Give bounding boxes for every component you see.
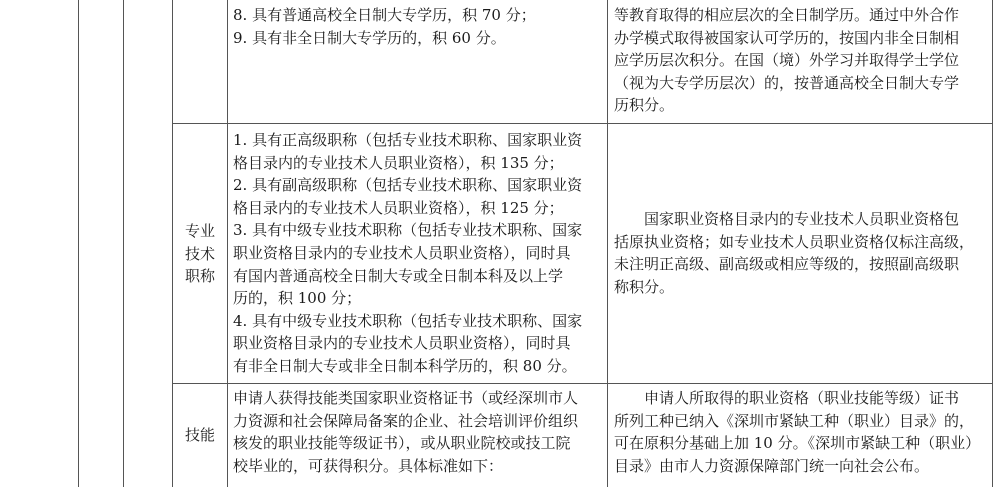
criteria-line: 职业资格目录内的专业技术人员职业资格），同时具 <box>233 243 571 262</box>
category-line: 专业 <box>184 222 215 240</box>
criteria-line: 职业资格目录内的专业技术人员职业资格），同时具 <box>233 334 571 353</box>
criteria-line: 核发的职业技能等级证书），或从职业院校或技工院 <box>233 434 571 453</box>
table-border-left <box>78 0 79 487</box>
notes-line: 可在原积分基础上加 10 分。《深圳市紧缺工种（职业） <box>614 434 981 453</box>
category-line: 职称 <box>184 267 215 286</box>
category-cell <box>173 424 227 447</box>
criteria-line: 8. 具有普通高校全日制大专学历，积 70 分； <box>233 6 536 24</box>
category-cell <box>173 220 227 288</box>
criteria-line: 9. 具有非全日制大专学历的，积 60 分。 <box>233 28 506 47</box>
notes-line: 历积分。 <box>614 96 675 115</box>
column-divider <box>123 0 124 487</box>
notes-line: 未注明正高级、副高级或相应等级的，按照副高级职 <box>614 255 960 274</box>
criteria-line: 格目录内的专业技术人员职业资格），积 135 分； <box>233 153 564 172</box>
category-line: 技能 <box>184 426 215 444</box>
criteria-cell <box>233 387 605 477</box>
notes-line: （视为大专学历层次）的，按普通高校全日制大专学 <box>614 73 960 92</box>
criteria-line: 有国内普通高校全日制大专或全日制本科及以上学 <box>233 266 564 285</box>
row-divider <box>172 383 993 384</box>
criteria-line: 申请人获得技能类国家职业资格证书（或经深圳市人 <box>233 389 579 407</box>
criteria-line: 历的，积 100 分； <box>233 289 362 308</box>
notes-line: 括原执业资格；如专业技术人员职业资格仅标注高级， <box>614 232 975 251</box>
criteria-cell <box>233 4 605 49</box>
notes-cell <box>614 387 990 477</box>
criteria-line: 2. 具有副高级职称（包括专业技术职称、国家职业资 <box>233 176 583 195</box>
notes-line: 申请人所取得的职业资格（职业技能等级）证书 <box>614 389 960 407</box>
notes-line: 所列工种已纳入《深圳市紧缺工种（职业）目录》的， <box>614 411 975 430</box>
notes-cell <box>614 208 990 298</box>
category-line: 技术 <box>184 244 215 263</box>
criteria-line: 力资源和社会保障局备案的企业、社会培训评价组织 <box>233 411 579 430</box>
criteria-cell <box>233 129 605 378</box>
column-divider <box>607 0 608 487</box>
notes-line: 等教育取得的相应层次的全日制学历。通过中外合作 <box>614 6 960 24</box>
notes-line: 目录》由市人力资源保障部门统一向社会公布。 <box>614 456 930 475</box>
notes-line: 称积分。 <box>614 277 675 296</box>
notes-line: 办学模式取得被国家认可学历的，按国内非全日制相 <box>614 28 960 47</box>
criteria-line: 3. 具有中级专业技术职称（包括专业技术职称、国家 <box>233 221 583 240</box>
notes-line: 国家职业资格目录内的专业技术人员职业资格包 <box>614 210 960 228</box>
criteria-line: 有非全日制大专或非全日制本科学历的，积 80 分。 <box>233 356 577 375</box>
criteria-line: 校毕业的，可获得积分。具体标准如下： <box>233 456 504 475</box>
table-border-right <box>992 0 993 487</box>
row-divider <box>172 123 993 124</box>
criteria-line: 4. 具有中级专业技术职称（包括专业技术职称、国家 <box>233 311 583 330</box>
criteria-line: 格目录内的专业技术人员职业资格），积 125 分； <box>233 198 564 217</box>
column-divider <box>227 0 228 487</box>
criteria-line: 1. 具有正高级职称（包括专业技术职称、国家职业资 <box>233 131 583 149</box>
notes-cell <box>614 4 990 117</box>
notes-line: 应学历层次积分。在国（境）外学习并取得学士学位 <box>614 51 960 70</box>
